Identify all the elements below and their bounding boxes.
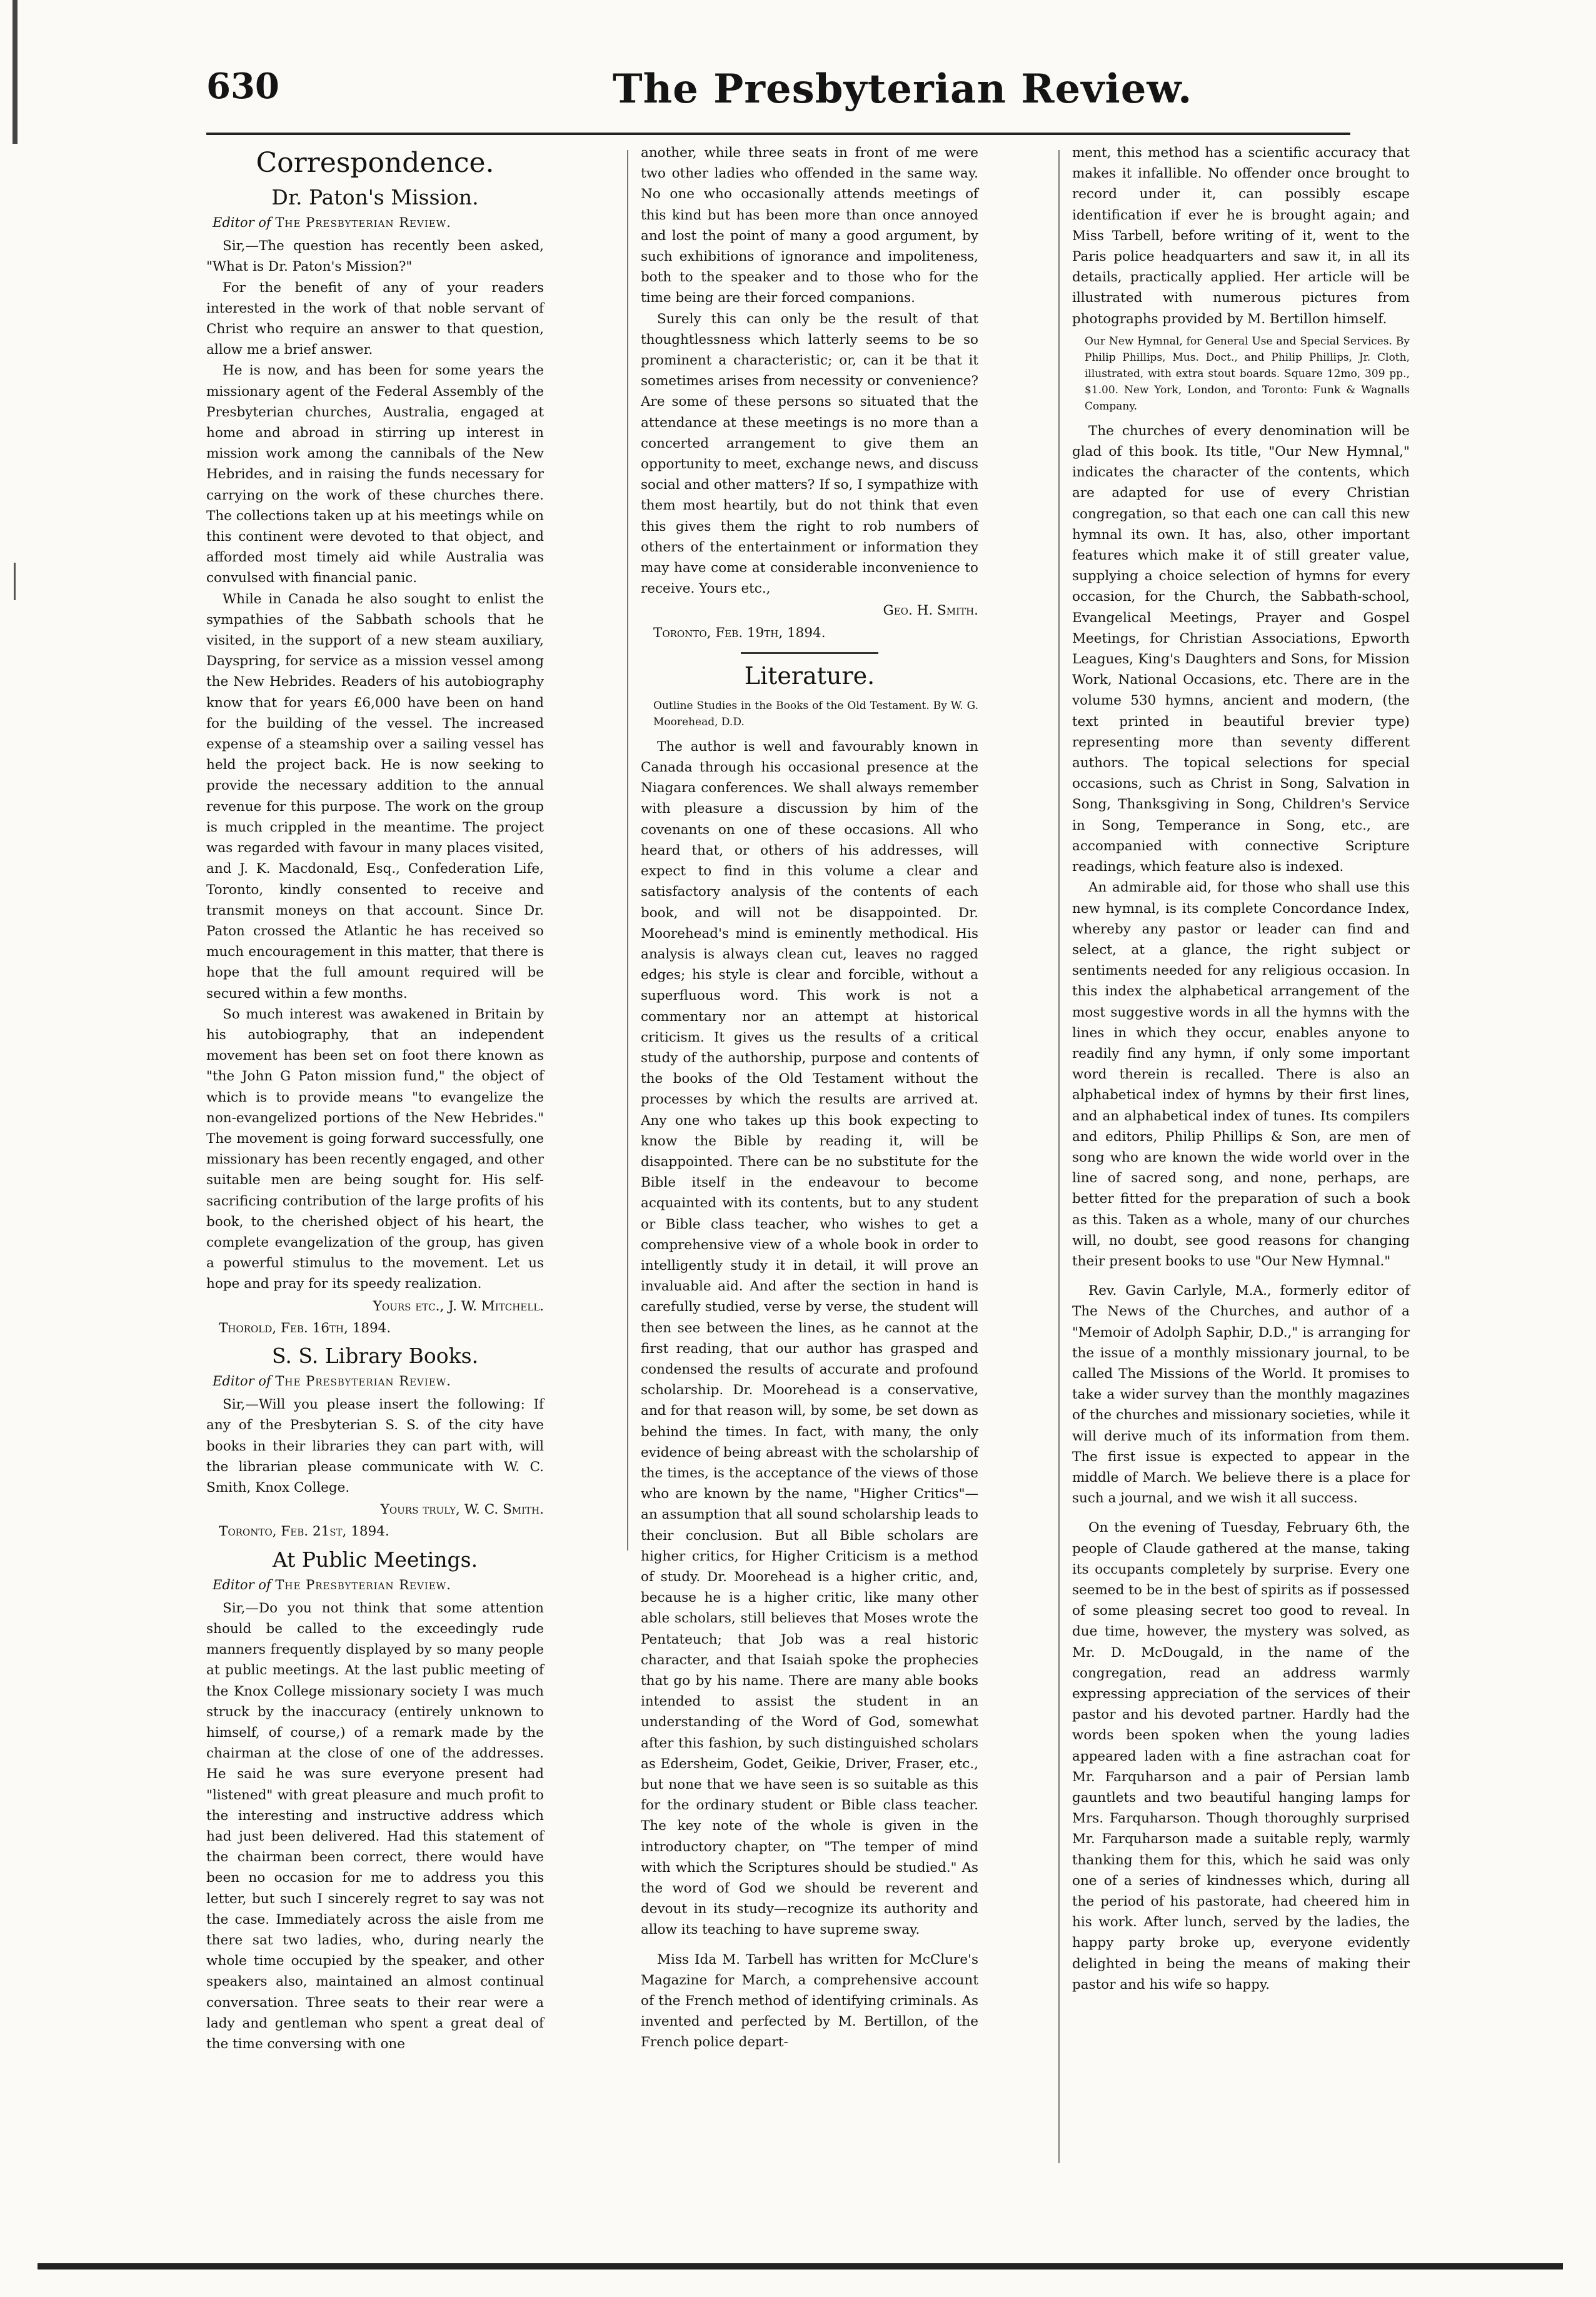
paragraph: The author is well and favourably known in Canada through his occasional presence at the Niagara conferences. We shall always remember with pleasure a discussion by him of the covenants on one of these occasions. All who heard that, or others of his addresses, will expect to find in this volume a clear and satisfactory analysis of the contents of each book, and will not be disappointed. Dr. Moorehead's mind is eminently methodical. His analysis is always clean cut, leaves no ragged edges; his style is clear and forcible, without a superfluous word. This work is not a commentary nor an attempt at historical criticism. It gives us the results of a critical study of the authorship, purpose and contents of the books of the Old Testament without the processes by which the results are arrived at. Any one who takes up this book expecting to know the Bible by reading it, will be disappointed. There can be no substitute for the Bible itself in the endeavour to become acquainted with its contents, but to any student or Bible class teacher, who wishes to get a comprehensive view of a whole book in order to intelligently study it in detail, it will prove an invaluable aid. And after the section in hand is carefully studied, verse by verse, the student will then see between the lines, as he cannot at the first reading, that our author has grasped and condensed the results of accurate and profound scholarship. Dr. Moorehead is a conservative, and for that reason will, by some, be set down as behind the times. In fact, with many, the only evidence of being abreast with the scholarship of the times, is the acceptance of the views of those who are known by the name, "Higher Critics"—an assumption that all sound scholarship leads to their conclusion. But all Bible scholars are higher critics, for Higher Criticism is a method of study. Dr. Moorehead is a higher critic, and, because he is a higher critic, like many other able scholars, still believes that Moses wrote the Pentateuch; that Job was a real historic character, and that Isaiah spoke the prophecies that go by his name. There are many able books intended to assist the student in an understanding of the Word of God, somewhat after this fashion, by such distinguished scholars as Edersheim, Godet, Geikie, Driver, Fraser, etc., but none that we have seen is so suitable as this for the ordinary student or Bible class teacher. The key note of the whole is given in the introductory chapter, on "The temper of mind with which the Scriptures should be studied." As the word of God we should be reverent and devout in its study—recognize its authority and allow its teaching to have supreme sway.: [641, 738, 978, 1938]
editor-publication: The Presbyterian Review.: [275, 1577, 451, 1592]
dateline: Thorold, Feb. 16th, 1894.: [219, 1320, 391, 1336]
column-1: [206, 143, 544, 2053]
paragraph: Sir,—The question has recently been asked, "What is Dr. Paton's Mission?": [206, 238, 544, 275]
article-title: S. S. Library Books.: [271, 1343, 479, 1368]
paragraph: Sir,—Will you please insert the following: If any of the Presbyterian S. S. of the city have books in their libraries they can part with, will the librarian please communicate with W. C. Smith, Knox College.: [206, 1397, 544, 1495]
paragraph: He is now, and has been for some years the missionary agent of the Federal Assembly of the Presbyterian churches, Australia, engaged at home and abroad in stirring up interest in mission work among the cannibals of the New Hebrides, and in raising the funds necessary for carrying on the work of these churches there. The collections taken up at his meetings while on this continent were devoted to that object, and afforded most timely aid while Australia was convulsed with financial panic.: [206, 363, 544, 586]
column-3: [1072, 143, 1410, 2168]
masthead: [206, 66, 1288, 134]
dateline: Toronto, Feb. 21st, 1894.: [219, 1524, 389, 1540]
editor-line: [213, 213, 544, 233]
paragraph: So much interest was awakened in Britain by his autobiography, that an independent movement has been set on foot there known as "the John G Paton mission fund," the object of which is to provide means "to evangelize the non-evangelized portions of the New Hebrides." The movement is going forward successfully, one missionary has been recently engaged, and other suitable men are being sought for. His self-sacrificing contribution of the large profits of his book, to the cherished object of his heart, the complete evangelization of the group, has given a powerful stimulus to the movement. Let us hope and pray for its speedy realization.: [206, 1006, 544, 1292]
signature: Yours truly, W. C. Smith.: [380, 1502, 544, 1518]
page-number: 630: [206, 66, 279, 107]
scan-edge-mark: [14, 563, 16, 600]
section-title: Literature.: [744, 661, 875, 690]
paragraph: another, while three seats in front of me were two other ladies who offended in the same way. No one who occasionally attends meetings of this kind but has been more than once annoyed and lost the point of many a good argument, by such exhibitions of ignorance and impoliteness, both to the speaker and to those who for the time being are their forced companions.: [641, 145, 978, 306]
paragraph: While in Canada he also sought to enlist the sympathies of the Sabbath schools that he visited, in the support of a new steam auxiliary, Dayspring, for service as a mission vessel among the New Hebrides. Readers of his autobiography know that for years £6,000 have been on hand for the building of the vessel. The increased expense of a steamship over a sailing vessel has held the project back. He is now seeking to provide the necessary addition to the annual revenue for this purpose. The work on the group is much crippled in the meantime. The project was regarded with favour in many places visited, and J. K. Macdonald, Esq., Confederation Life, Toronto, kindly consented to receive and transmit moneys on that account. Since Dr. Paton crossed the Atlantic he has received so much encouragement in this matter, that there is hope that the full amount required will be secured within a few months.: [206, 591, 544, 1002]
paragraph: For the benefit of any of your readers interested in the work of that noble servant of Christ who require an answer to that question, allow me a brief answer.: [206, 279, 544, 358]
paragraph: Surely this can only be the result of that thoughtlessness which latterly seems to be so prominent a characteristic; or, can it be that it sometimes arises from necessity or convenience? Are some of these persons so situated that the attendance at these meetings is no more than a concerted arrangement to give them an opportunity to meet, exchange news, and discuss social and other matters? If so, I sympathize with them most heartily, but do not think that even this gives them the right to rob numbers of others of the entertainment or information they may have come at considerable inconvenience to receive. Yours etc.,: [641, 311, 978, 597]
journal-title: The Presbyterian Review.: [613, 66, 1193, 113]
paragraph: ment, this method has a scientific accuracy that makes it infallible. No offender once brought to record under it, can possibly escape identification if ever he is brought again; and Miss Tarbell, before writing of it, went to the Paris police headquarters and saw it, in all its details, practically applied. Her article will be illustrated with numerous pictures from photographs provided by M. Bertillon himself.: [1072, 145, 1410, 327]
editor-publication: The Presbyterian Review.: [275, 215, 451, 230]
section-title: Correspondence.: [256, 147, 494, 179]
editor-prefix: Editor of: [213, 1577, 271, 1592]
book-notice: Our New Hymnal, for General Use and Special Services. By Philip Phillips, Mus. Doct., and Philip Phillips, Jr. Cloth, illustrated, with extra stout boards. Square 12mo, 309 pp., $1.00. New York, London, and Toronto: Funk & Wagnalls Company.: [1085, 334, 1410, 413]
paragraph: On the evening of Tuesday, February 6th, the people of Claude gathered at the manse, taking its occupants completely by surprise. Every one seemed to be in the best of spirits as if possessed of some pleasing secret too good to reveal. In due time, however, the mystery was solved, as Mr. D. McDougald, in the name of the congregation, read an address warmly expressing appreciation of the services of their pastor and his devoted partner. Hardly had the words been spoken when the young ladies appeared laden with a fine astrachan coat for Mr. Farquharson and a pair of Persian lamb gauntlets and two beautiful hanging lamps for Mrs. Farquharson. Though thoroughly surprised Mr. Farquharson made a suitable reply, warmly thanking them for this, which he said was only one of a series of kindnesses which, during all the period of his pastorate, had cheered him in his work. After lunch, served by the ladies, the happy party broke up, everyone evidently delighted in being the means of making their pastor and his wife so happy.: [1072, 1520, 1410, 1993]
editor-prefix: Editor of: [213, 215, 271, 230]
footer-rule: [38, 2263, 1563, 2269]
editor-prefix: Editor of: [213, 1373, 271, 1389]
signature: Yours etc., J. W. Mitchell.: [373, 1298, 544, 1314]
scan-edge-mark: [13, 0, 18, 144]
editor-line: [213, 1371, 544, 1392]
editor-publication: The Presbyterian Review.: [275, 1373, 451, 1389]
column-divider: [1058, 150, 1060, 2163]
editor-line: [213, 1575, 544, 1596]
book-notice: Outline Studies in the Books of the Old Testament. By W. G. Moorehead, D.D.: [653, 699, 978, 728]
article-title: Dr. Paton's Mission.: [271, 185, 479, 209]
article-title: At Public Meetings.: [272, 1547, 478, 1572]
paragraph: Miss Ida M. Tarbell has written for McClure's Magazine for March, a comprehensive account of the French method of identifying criminals. As invented and perfected by M. Bertillon, of the French police depart-: [641, 1951, 978, 2051]
paragraph: Sir,—Do you not think that some attention should be called to the exceedingly rude manners frequently displayed by so many people at public meetings. At the last public meeting of the Knox College missionary society I was much struck by the inaccuracy (entirely unknown to himself, of course,) of a remark made by the chairman at the close of one of the addresses. He said he was sure everyone present had "listened" with great pleasure and much profit to the interesting and instructive address which had just been delivered. Had this statement of the chairman been correct, there would have been no occasion for me to address you this letter, but such I sincerely regret to say was not the case. Immediately across the aisle from me there sat two ladies, who, during nearly the whole time occupied by the speaker, and other speakers also, maintained an almost continual conversation. Three seats to their rear were a lady and gentleman who spent a great deal of the time conversing with one: [206, 1600, 544, 2053]
paragraph: An admirable aid, for those who shall use this new hymnal, is its complete Concordance Index, whereby any pastor or leader can find and select, at a glance, the right subject or sentiments needed for any religious occasion. In this index the alphabetical arrangement of the most suggestive words in all the hymns with the lines in which they occur, enables anyone to readily find any hymn, if only some important word therein is recalled. There is also an alphabetical index of hymns by their first lines, and an alphabetical index of tunes. Its compilers and editors, Philip Phillips & Son, are men of song who are known the wide world over in the line of sacred song, and none, perhaps, are better fitted for the preparation of such a book as this. Taken as a whole, many of our churches will, no doubt, see good reasons for changing their present books to use "Our New Hymnal.": [1072, 880, 1410, 1269]
column-2: [641, 143, 978, 2168]
column-divider: [627, 150, 628, 1551]
paragraph: The churches of every denomination will be glad of this book. Its title, "Our New Hymnal," indicates the character of the contents, which are adapted for use of every Christian congregation, so that each one can call this new hymnal its own. It has, also, other important features which make it of still greater value, supplying a choice selection of hymns for every occasion, for the Church, the Sabbath-school, Evangelical Meetings, Prayer and Gospel Meetings, for Christian Associations, Epworth Leagues, King's Daughters and Sons, for Mission Work, National Occasions, etc. There are in the volume 530 hymns, ancient and modern, (the text printed in beautiful brevier type) representing more than seventy different authors. The topical selections for special occasions, such as Christ in Song, Salvation in Song, Thanksgiving in Song, Children's Service in Song, Temperance in Song, etc., are accompanied with connective Scripture readings, which feature also is indexed.: [1072, 423, 1410, 875]
section-separator: [741, 652, 878, 654]
paragraph: Rev. Gavin Carlyle, M.A., formerly editor of The News of the Churches, and author of a "Memoir of Adolph Saphir, D.D.," is arranging for the issue of a monthly missionary journal, to be called The Missions of the World. It promises to take a wider survey than the monthly magazines of the churches and missionary societies, while it will derive much of its information from them. The first issue is expected to appear in the middle of March. We believe there is a place for such a journal, and we wish it all success.: [1072, 1283, 1410, 1507]
header-rule: [206, 133, 1350, 135]
signature: Geo. H. Smith.: [883, 603, 978, 619]
dateline: Toronto, Feb. 19th, 1894.: [653, 625, 826, 641]
